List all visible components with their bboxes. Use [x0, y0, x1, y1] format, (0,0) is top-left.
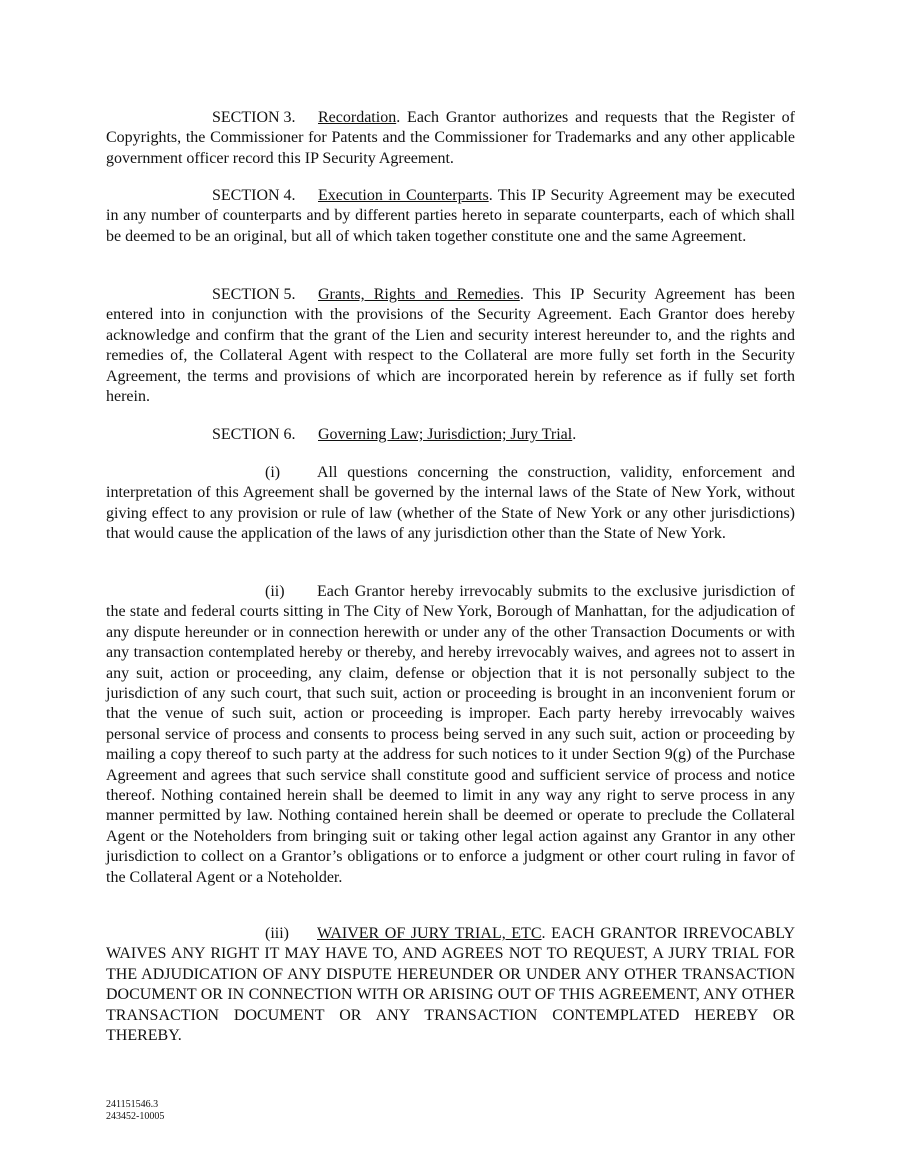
clause-i-text: All questions concerning the construction, validity, enforcement and interpretation of this Agreement shall be governed by the internal laws of the State of New York, without giving effect to any provision or rule of law (whether of the State of New York or any other jurisdictions) that would cause the application of the laws of any jurisdiction other than the State of New York. — [106, 464, 795, 543]
section-6-clause-iii — [106, 924, 795, 1046]
section-3-paragraph — [106, 108, 795, 169]
section-5-text: . This IP Security Agreement has been entered into in conjunction with the provisions of the Security Agreement. Each Grantor does hereby acknowledge and confirm that the grant of the Lien and security interest hereunder to, and the rights and remedies of, the Collateral Agent with respect to the Collateral are more fully set forth in the Security Agreement, the terms and provisions of which are incorporated herein by reference as if fully set forth herein. — [106, 286, 795, 406]
section-6-title: Governing Law; Jurisdiction; Jury Trial — [318, 426, 573, 443]
section-5-number: SECTION 5. — [212, 286, 296, 303]
section-6-clause-ii — [106, 582, 795, 888]
section-6-text: . — [572, 426, 577, 443]
section-5-title: Grants, Rights and Remedies — [318, 286, 520, 303]
section-4-text: . This IP Security Agreement may be executed in any number of counterparts and by different parties hereto in separate counterparts, each of which shall be deemed to be an original, but all of which taken together constitute one and the same Agreement. — [106, 187, 795, 245]
section-3-number: SECTION 3. — [212, 109, 296, 126]
section-3-title: Recordation — [318, 109, 397, 126]
footer-doc-id-2: 243452-10005 — [106, 1111, 165, 1122]
section-4-paragraph — [106, 186, 795, 247]
clause-iii-label: (iii) — [265, 925, 289, 942]
section-4-number: SECTION 4. — [212, 187, 296, 204]
section-3-text: . Each Grantor authorizes and requests that the Register of Copyrights, the Commissioner for Patents and the Commissioner for Trademarks and any other applicable government officer record this IP Security Agreement. — [106, 109, 795, 167]
document-footer — [106, 1099, 164, 1123]
footer-doc-id-1: 241151546.3 — [106, 1099, 159, 1110]
section-4-title: Execution in Counterparts — [318, 187, 489, 204]
clause-iii-title: WAIVER OF JURY TRIAL, ETC — [317, 925, 542, 942]
section-6-heading — [106, 425, 795, 445]
clause-i-label: (i) — [265, 464, 281, 481]
clause-iii-text: . EACH GRANTOR IRREVOCABLY WAIVES ANY RIGHT IT MAY HAVE TO, AND AGREES NOT TO REQUEST, A JURY TRIAL FOR THE ADJUDICATION OF ANY DISPUTE HEREUNDER OR UNDER ANY OTHER TRANSACTION DOCUMENT OR IN CONNECTION WITH OR ARISING OUT OF THIS AGREEMENT, ANY OTHER TRANSACTION DOCUMENT OR ANY TRANSACTION CONTEMPLATED HEREBY OR THEREBY. — [106, 925, 796, 1045]
clause-ii-label: (ii) — [265, 583, 285, 600]
section-6-number: SECTION 6. — [212, 426, 296, 443]
section-5-paragraph — [106, 285, 795, 407]
section-6-clause-i — [106, 463, 795, 545]
clause-ii-text: Each Grantor hereby irrevocably submits to the exclusive jurisdiction of the state and federal courts sitting in The City of New York, Borough of Manhattan, for the adjudication of any dispute hereunder or in connection herewith or under any of the other Transaction Documents or with any transaction contemplated hereby or thereby, and hereby irrevocably waives, and agrees not to assert in any suit, action or proceeding, any claim, defense or objection that it is not personally subject to the jurisdiction of any such court, that such suit, action or proceeding is brought in an inconvenient forum or that the venue of such suit, action or proceeding is improper. Each party hereby irrevocably waives personal service of process and consents to process being served in any such suit, action or proceeding by mailing a copy thereof to such party at the address for such notices to it under Section 9(g) of the Purchase Agreement and agrees that such service shall constitute good and sufficient service of process and notice thereof. Nothing contained herein shall be deemed to limit in any way any right to serve process in any manner permitted by law. Nothing contained herein shall be deemed or operate to preclude the Collateral Agent or the Noteholders from bringing suit or taking other legal action against any Grantor in any other jurisdiction to collect on a Grantor’s obligations or to enforce a judgment or other court ruling in favor of the Collateral Agent or a Noteholder. — [106, 583, 795, 886]
